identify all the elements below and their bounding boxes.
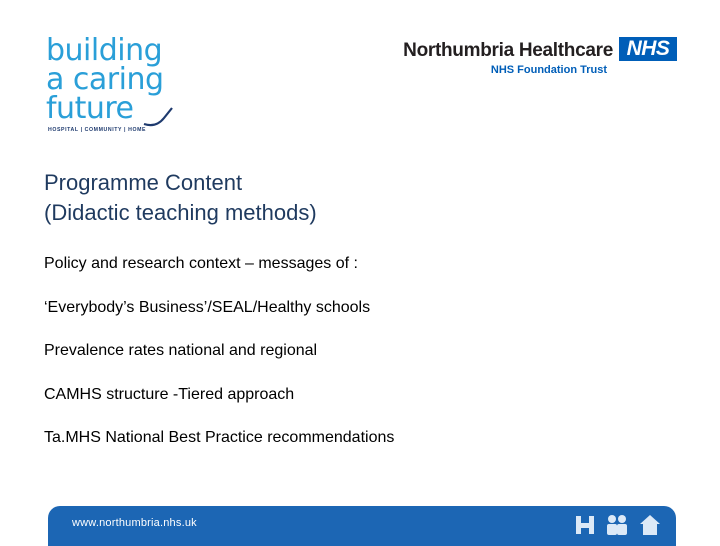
logo-tagline: HOSPITAL | COMMUNITY | HOME	[48, 127, 147, 133]
bullet-item: Prevalence rates national and regional	[44, 342, 318, 359]
footer-bar	[48, 506, 676, 546]
logo-swoosh-icon	[142, 106, 174, 128]
home-icon	[638, 512, 662, 536]
slide-title-line-2: (Didactic teaching methods)	[44, 200, 317, 225]
trust-subtitle: NHS Foundation Trust	[490, 64, 607, 76]
logo-word-building: building	[46, 33, 163, 68]
nhs-badge: NHS	[619, 37, 677, 61]
bullet-item: Policy and research context – messages of :	[44, 255, 358, 272]
bullet-list	[44, 252, 664, 470]
logo-word-a-caring: a caring	[46, 62, 164, 97]
community-icon	[604, 512, 630, 536]
building-a-caring-future-logo	[46, 33, 176, 140]
bullet-item: ‘Everybody’s Business’/SEAL/Healthy schools	[44, 298, 371, 316]
trust-logo	[403, 35, 677, 77]
hospital-icon	[574, 512, 596, 536]
bullet-item: Ta.MHS National Best Practice recommendations	[44, 429, 395, 446]
slide-title	[44, 168, 644, 228]
logo-word-future: future	[46, 91, 134, 126]
bullet-item: CAMHS structure -Tiered approach	[44, 385, 295, 403]
footer-url-link[interactable]: www.northumbria.nhs.uk	[72, 517, 197, 529]
slide-title-line-1: Programme Content	[44, 170, 243, 195]
trust-name: Northumbria Healthcare	[403, 40, 613, 61]
footer-icon-group	[574, 512, 662, 538]
